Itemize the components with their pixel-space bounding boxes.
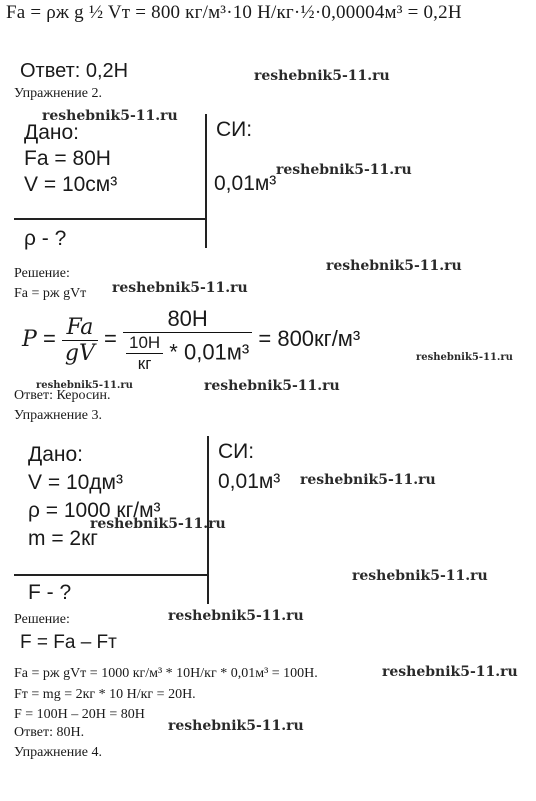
find-2: ρ - ?	[24, 227, 67, 250]
given-title-2: Дано:	[24, 121, 80, 144]
watermark: reshebnik5-11.ru	[254, 68, 390, 84]
find-3: F - ?	[28, 581, 72, 604]
watermark: reshebnik5-11.ru	[416, 352, 513, 363]
solution-line-3-1: Fа = pж gVт = 1000 кг/м³ * 10Н/кг * 0,01м³ = 100Н.	[14, 666, 318, 681]
watermark: reshebnik5-11.ru	[42, 108, 178, 124]
main-formula-3: F = Fа – Fт	[20, 632, 117, 653]
watermark: reshebnik5-11.ru	[300, 472, 436, 488]
watermark: reshebnik5-11.ru	[382, 664, 518, 680]
si-title-3: СИ:	[218, 440, 255, 463]
exercise-2-heading: Упражнение 2.	[14, 86, 102, 101]
si-title-2: СИ:	[216, 118, 253, 141]
solution-line-3-2: Fт = mg = 2кг * 10 Н/кг = 20Н.	[14, 687, 196, 702]
given-volume-3: V = 10дм³	[28, 471, 123, 494]
given-volume-2: V = 10см³	[24, 173, 118, 196]
answer-2: Ответ: Керосин.	[14, 388, 111, 403]
watermark: reshebnik5-11.ru	[168, 718, 304, 734]
si-value-2: 0,01м³	[214, 172, 277, 195]
given-mass-3: m = 2кг	[28, 527, 98, 550]
formula-archimedes-1: Fа = ρж g ½ Vт = 800 кг/м³·10 Н/кг·½·0,00004м³ = 0,2Н	[6, 2, 462, 23]
solution-label-2: Решение:	[14, 266, 70, 281]
solution-label-3: Решение:	[14, 612, 70, 627]
si-value-3: 0,01м³	[218, 470, 281, 493]
watermark: reshebnik5-11.ru	[90, 516, 226, 532]
solution-line-3-3: F = 100Н – 20Н = 80Н	[14, 707, 145, 722]
watermark: reshebnik5-11.ru	[204, 378, 340, 394]
watermark: reshebnik5-11.ru	[326, 258, 462, 274]
given-force-2: Fа = 80Н	[24, 147, 111, 170]
given-title-3: Дано:	[28, 443, 84, 466]
density-formula: P = $\frac{Fa}{gV}$ = 80H $\frac{10H}{кг}$ * 0,01м³ = 800кг/м³	[22, 306, 361, 373]
table-divider-vertical-2	[205, 114, 207, 248]
given-density-3: ρ = 1000 кг/м³	[28, 499, 161, 522]
table-divider-horizontal-2	[14, 218, 206, 220]
answer-1: Ответ: 0,2Н	[20, 60, 129, 82]
watermark: reshebnik5-11.ru	[36, 380, 133, 391]
exercise-3-heading: Упражнение 3.	[14, 408, 102, 423]
formula-line-2: Fа = pж gVт	[14, 286, 87, 301]
table-divider-horizontal-3	[14, 574, 208, 576]
watermark: reshebnik5-11.ru	[276, 162, 412, 178]
watermark: reshebnik5-11.ru	[352, 568, 488, 584]
exercise-4-heading: Упражнение 4.	[14, 745, 102, 760]
answer-3: Ответ: 80Н.	[14, 725, 85, 740]
watermark: reshebnik5-11.ru	[168, 608, 304, 624]
watermark: reshebnik5-11.ru	[112, 280, 248, 296]
